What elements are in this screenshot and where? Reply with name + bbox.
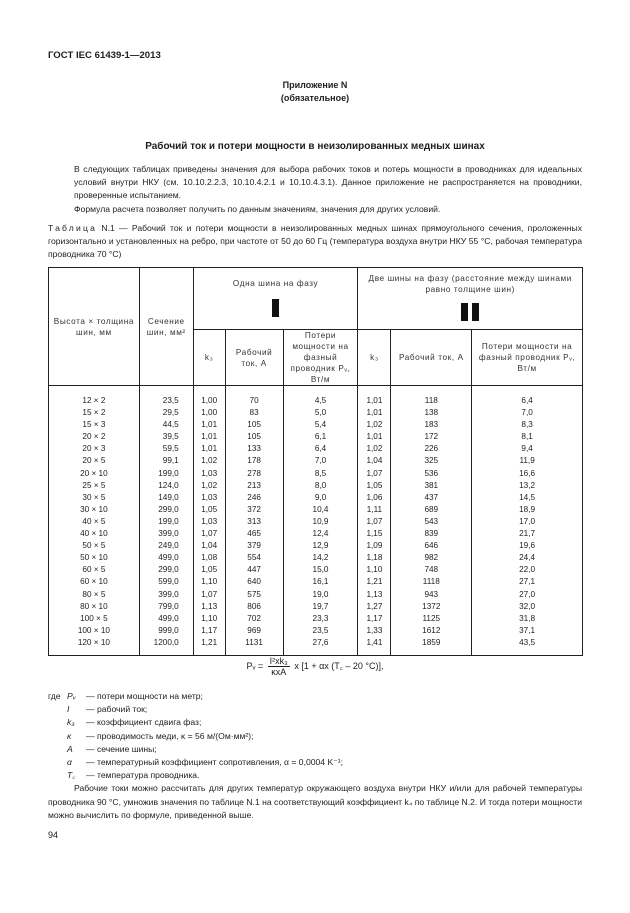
- table-cell: 499,0: [139, 613, 193, 625]
- formula-denominator: κxA: [271, 667, 287, 677]
- table-caption-text: N.1 — Рабочий ток и потери мощности в неизолированных медных шинах прямоугольного сечения, проложенных горизонтально и установленных на ребро, при частоте от 50 до 60 Гц (температура воздуха внутри НКУ 55 °С, рабочая температура проводника 70 °С): [48, 223, 582, 260]
- table-cell: 437: [391, 492, 472, 504]
- table-cell: 133: [225, 443, 283, 455]
- table-cell: 1,03: [193, 468, 225, 480]
- table-cell: 1,13: [358, 589, 391, 601]
- table-row: [49, 637, 583, 656]
- table-cell: 8,1: [472, 431, 583, 443]
- table-cell: 7,0: [283, 455, 358, 467]
- table-row: [49, 504, 583, 516]
- table-cell: 1,21: [358, 576, 391, 588]
- table-cell: 1,13: [193, 601, 225, 613]
- table-cell: 575: [225, 589, 283, 601]
- table-cell: 1,09: [358, 540, 391, 552]
- table-cell: 21,7: [472, 528, 583, 540]
- table-cell: 1118: [391, 576, 472, 588]
- formula-numerator: I²xk₃: [269, 656, 288, 666]
- table-cell: 249,0: [139, 540, 193, 552]
- definition-symbol: k₃: [67, 717, 75, 728]
- table-cell: 100 × 10: [49, 625, 140, 637]
- definition-text: — сечение шины;: [86, 743, 157, 754]
- table-cell: 172: [391, 431, 472, 443]
- table-cell: 1859: [391, 637, 472, 656]
- header-one-bar: [193, 268, 358, 330]
- loss-formula: [0, 656, 630, 677]
- table-cell: 25 × 5: [49, 480, 140, 492]
- table-cell: 15,0: [283, 564, 358, 576]
- definition-text: — коэффициент сдвига фаз;: [86, 717, 202, 728]
- table-cell: 23,3: [283, 613, 358, 625]
- definition-item: [48, 743, 582, 756]
- table-cell: 1,10: [193, 576, 225, 588]
- header-k3-one: k₃: [193, 330, 225, 386]
- table-cell: 246: [225, 492, 283, 504]
- table-cell: 1200,0: [139, 637, 193, 656]
- table-cell: 80 × 5: [49, 589, 140, 601]
- table-cell: 1,01: [193, 431, 225, 443]
- definition-item: [48, 716, 582, 729]
- table-cell: 299,0: [139, 564, 193, 576]
- table-cell: 22,0: [472, 564, 583, 576]
- table-cell: 447: [225, 564, 283, 576]
- table-cell: 70: [225, 386, 283, 408]
- table-cell: 278: [225, 468, 283, 480]
- table-cell: 29,5: [139, 407, 193, 419]
- table-cell: 100 × 5: [49, 613, 140, 625]
- definition-text: — температурный коэффициент сопротивления, α = 0,0004 K⁻¹;: [86, 757, 343, 768]
- table-cell: 1,07: [358, 516, 391, 528]
- table-cell: 120 × 10: [49, 637, 140, 656]
- table-cell: 43,5: [472, 637, 583, 656]
- formula-lhs: Pᵥ =: [246, 660, 264, 671]
- header-loss-one: Потери мощности на фазный проводник Pᵥ, Вт/м: [283, 330, 358, 386]
- table-cell: 10,4: [283, 504, 358, 516]
- table-row: [49, 431, 583, 443]
- definition-symbol: κ: [67, 730, 72, 741]
- formula-fraction: [268, 656, 290, 677]
- table-cell: 1,01: [358, 407, 391, 419]
- table-row: [49, 386, 583, 408]
- table-cell: 9,4: [472, 443, 583, 455]
- definition-item: [48, 756, 582, 769]
- table-caption: [48, 222, 582, 262]
- table-cell: 381: [391, 480, 472, 492]
- table-cell: 138: [391, 407, 472, 419]
- table-caption-label: Таблица: [48, 223, 98, 233]
- table-cell: 1,01: [358, 386, 391, 408]
- definition-symbol: α: [67, 757, 72, 768]
- header-loss-two: Потери мощности на фазный проводник Pᵥ, Вт/м: [472, 330, 583, 386]
- table-cell: 14,5: [472, 492, 583, 504]
- table-row: [49, 613, 583, 625]
- table-cell: 6,4: [472, 386, 583, 408]
- table-row: [49, 468, 583, 480]
- table-cell: 27,0: [472, 589, 583, 601]
- table-row: [49, 528, 583, 540]
- table-cell: 20 × 5: [49, 455, 140, 467]
- table-cell: 1,02: [193, 455, 225, 467]
- table-cell: 1,17: [193, 625, 225, 637]
- current-loss-table: [48, 267, 583, 656]
- table-cell: 1,08: [193, 552, 225, 564]
- definition-item: [48, 703, 582, 716]
- table-cell: 8,0: [283, 480, 358, 492]
- table-cell: 1,00: [193, 407, 225, 419]
- page-number: 94: [48, 830, 59, 840]
- annex-subtitle: (обязательное): [280, 93, 350, 103]
- header-k3-two: k₃: [358, 330, 391, 386]
- table-cell: 372: [225, 504, 283, 516]
- table-cell: 199,0: [139, 468, 193, 480]
- table-cell: 9,0: [283, 492, 358, 504]
- table-cell: 1,07: [358, 468, 391, 480]
- table-cell: 1612: [391, 625, 472, 637]
- table-cell: 599,0: [139, 576, 193, 588]
- definition-text: — рабочий ток;: [86, 704, 148, 715]
- table-cell: 313: [225, 516, 283, 528]
- intro-paragraph: [48, 163, 582, 216]
- table-cell: 118: [391, 386, 472, 408]
- table-cell: 20 × 2: [49, 431, 140, 443]
- header-two-bars: [358, 268, 583, 330]
- table-cell: 18,9: [472, 504, 583, 516]
- table-cell: 60 × 10: [49, 576, 140, 588]
- table-cell: 19,6: [472, 540, 583, 552]
- table-cell: 7,0: [472, 407, 583, 419]
- table-cell: 27,1: [472, 576, 583, 588]
- table-cell: 1,05: [193, 504, 225, 516]
- table-cell: 80 × 10: [49, 601, 140, 613]
- table-cell: 1,02: [358, 419, 391, 431]
- table-cell: 1,02: [193, 480, 225, 492]
- table-cell: 8,3: [472, 419, 583, 431]
- table-cell: 4,5: [283, 386, 358, 408]
- table-cell: 6,4: [283, 443, 358, 455]
- table-cell: 1,01: [358, 431, 391, 443]
- table-cell: 31,8: [472, 613, 583, 625]
- table-cell: 499,0: [139, 552, 193, 564]
- table-cell: 40 × 10: [49, 528, 140, 540]
- table-cell: 1,07: [193, 589, 225, 601]
- definition-text: — потери мощности на метр;: [86, 691, 203, 701]
- table-cell: 178: [225, 455, 283, 467]
- table-row: [49, 407, 583, 419]
- table-cell: 379: [225, 540, 283, 552]
- intro-text-2: Формула расчета позволяет получить по данным значениям, значения для других условий.: [74, 203, 441, 214]
- table-cell: 27,6: [283, 637, 358, 656]
- table-row: [49, 564, 583, 576]
- formula-rhs: x [1 + αx (T꜀ – 20 °С)],: [294, 660, 384, 671]
- table-cell: 15 × 2: [49, 407, 140, 419]
- table-row: [49, 419, 583, 431]
- table-cell: 5,4: [283, 419, 358, 431]
- table-cell: 554: [225, 552, 283, 564]
- table-cell: 30 × 5: [49, 492, 140, 504]
- table-cell: 226: [391, 443, 472, 455]
- table-cell: 44,5: [139, 419, 193, 431]
- header-current-one: Рабочий ток, А: [225, 330, 283, 386]
- table-cell: 999,0: [139, 625, 193, 637]
- definitions-list: [48, 690, 582, 782]
- table-cell: 15 × 3: [49, 419, 140, 431]
- header-size: Высота × толщина шин, мм: [49, 268, 140, 386]
- table-body: [49, 386, 583, 656]
- table-cell: 213: [225, 480, 283, 492]
- header-two-bars-label: Две шины на фазу (расстояние между шинами равно толщине шин): [368, 274, 572, 294]
- table-cell: 1,18: [358, 552, 391, 564]
- definition-symbol: T꜀: [67, 770, 76, 781]
- document-header: ГОСТ IEC 61439-1—2013: [48, 50, 161, 61]
- table-cell: 689: [391, 504, 472, 516]
- table-row: [49, 601, 583, 613]
- table-cell: 1131: [225, 637, 283, 656]
- table-cell: 16,6: [472, 468, 583, 480]
- table-cell: 543: [391, 516, 472, 528]
- table-cell: 1,03: [193, 516, 225, 528]
- table-cell: 1,17: [358, 613, 391, 625]
- table-cell: 8,5: [283, 468, 358, 480]
- table-row: [49, 552, 583, 564]
- table-cell: 646: [391, 540, 472, 552]
- table-cell: 799,0: [139, 601, 193, 613]
- table-cell: 943: [391, 589, 472, 601]
- table-cell: 199,0: [139, 516, 193, 528]
- table-cell: 806: [225, 601, 283, 613]
- table-cell: 1,10: [193, 613, 225, 625]
- table-cell: 99,1: [139, 455, 193, 467]
- table-cell: 149,0: [139, 492, 193, 504]
- definition-symbol: Pᵥ: [67, 691, 76, 701]
- table-cell: 1125: [391, 613, 472, 625]
- table-row: [49, 455, 583, 467]
- table-cell: 23,5: [283, 625, 358, 637]
- table-cell: 1,07: [193, 528, 225, 540]
- table-cell: 6,1: [283, 431, 358, 443]
- header-one-bar-label: Одна шина на фазу: [232, 278, 319, 288]
- table-cell: 59,5: [139, 443, 193, 455]
- table-cell: 1,33: [358, 625, 391, 637]
- table-cell: 1,10: [358, 564, 391, 576]
- table-row: [49, 576, 583, 588]
- section-title: Рабочий ток и потери мощности в неизолированных медных шинах: [145, 141, 485, 152]
- table-cell: 1,01: [193, 419, 225, 431]
- table-row: [49, 480, 583, 492]
- table-cell: 32,0: [472, 601, 583, 613]
- header-section: Сечение шин, мм²: [139, 268, 193, 386]
- table-cell: 1,11: [358, 504, 391, 516]
- table-cell: 12,9: [283, 540, 358, 552]
- definition-symbol: A: [67, 743, 73, 754]
- table-cell: 105: [225, 431, 283, 443]
- double-bar-icon: [360, 303, 580, 324]
- table-cell: 969: [225, 625, 283, 637]
- table-cell: 23,5: [139, 386, 193, 408]
- definitions: [48, 690, 582, 822]
- table-cell: 183: [391, 419, 472, 431]
- table-cell: 39,5: [139, 431, 193, 443]
- table-cell: 1,05: [358, 480, 391, 492]
- table-cell: 30 × 10: [49, 504, 140, 516]
- definition-text: — проводимость меди, κ = 56 м/(Ом·мм²);: [86, 730, 254, 741]
- table-row: [49, 492, 583, 504]
- table-cell: 40 × 5: [49, 516, 140, 528]
- table-cell: 399,0: [139, 589, 193, 601]
- definition-item: [48, 769, 582, 782]
- definition-item: [48, 730, 582, 743]
- table-cell: 83: [225, 407, 283, 419]
- table-cell: 17,0: [472, 516, 583, 528]
- table-row: [49, 516, 583, 528]
- single-bar-icon: [196, 299, 356, 320]
- header-current-two: Рабочий ток, А: [391, 330, 472, 386]
- table-cell: 1,06: [358, 492, 391, 504]
- definition-text: — температура проводника.: [86, 770, 200, 781]
- table-cell: 37,1: [472, 625, 583, 637]
- table-cell: 13,2: [472, 480, 583, 492]
- table-cell: 11,9: [472, 455, 583, 467]
- definition-lead: где: [48, 691, 61, 701]
- table-cell: 399,0: [139, 528, 193, 540]
- table-cell: 299,0: [139, 504, 193, 516]
- table-cell: 19,7: [283, 601, 358, 613]
- table-cell: 12,4: [283, 528, 358, 540]
- table-cell: 20 × 10: [49, 468, 140, 480]
- definition-item: [48, 690, 582, 703]
- table-cell: 1,04: [193, 540, 225, 552]
- table-cell: 124,0: [139, 480, 193, 492]
- table-cell: 1372: [391, 601, 472, 613]
- table-cell: 1,15: [358, 528, 391, 540]
- table-cell: 1,04: [358, 455, 391, 467]
- table-cell: 16,1: [283, 576, 358, 588]
- table-cell: 19,0: [283, 589, 358, 601]
- table-cell: 50 × 5: [49, 540, 140, 552]
- table-cell: 839: [391, 528, 472, 540]
- table-row: [49, 625, 583, 637]
- table-row: [49, 540, 583, 552]
- table-cell: 12 × 2: [49, 386, 140, 408]
- table-cell: 1,03: [193, 492, 225, 504]
- table-cell: 325: [391, 455, 472, 467]
- table-row: [49, 443, 583, 455]
- table-cell: 1,02: [358, 443, 391, 455]
- table-cell: 14,2: [283, 552, 358, 564]
- table-cell: 748: [391, 564, 472, 576]
- table-cell: 20 × 3: [49, 443, 140, 455]
- table-cell: 50 × 10: [49, 552, 140, 564]
- table-cell: 1,21: [193, 637, 225, 656]
- table-cell: 60 × 5: [49, 564, 140, 576]
- table-cell: 1,01: [193, 443, 225, 455]
- table-cell: 536: [391, 468, 472, 480]
- table-cell: 24,4: [472, 552, 583, 564]
- table-cell: 702: [225, 613, 283, 625]
- table-cell: 1,00: [193, 386, 225, 408]
- table-cell: 1,41: [358, 637, 391, 656]
- table-cell: 5,0: [283, 407, 358, 419]
- closing-paragraph: Рабочие токи можно рассчитать для других температур окружающего воздуха внутри НКУ и/или для рабочей температуры проводника 90 °С, умножив значения по таблице N.1 на соответствующий коэффициент k₄ по таблице N.2. И тогда потери мощности можно вычислить по формуле, приведенной выше.: [48, 783, 582, 820]
- table-cell: 10,9: [283, 516, 358, 528]
- table-cell: 1,05: [193, 564, 225, 576]
- table-cell: 465: [225, 528, 283, 540]
- table-cell: 982: [391, 552, 472, 564]
- table-cell: 105: [225, 419, 283, 431]
- definition-symbol: I: [67, 704, 70, 715]
- intro-text-1: В следующих таблицах приведены значения для выбора рабочих токов и потерь мощности в проводниках для идеальных условий внутри НКУ (см. 10.10.2.2.3, 10.10.4.2.1 и 10.10.4.3.1). Данное приложение не распространяется на проводники, проверенные испытанием.: [74, 164, 582, 201]
- table-row: [49, 589, 583, 601]
- table-cell: 1,27: [358, 601, 391, 613]
- table-cell: 640: [225, 576, 283, 588]
- annex-title: Приложение N: [282, 80, 348, 90]
